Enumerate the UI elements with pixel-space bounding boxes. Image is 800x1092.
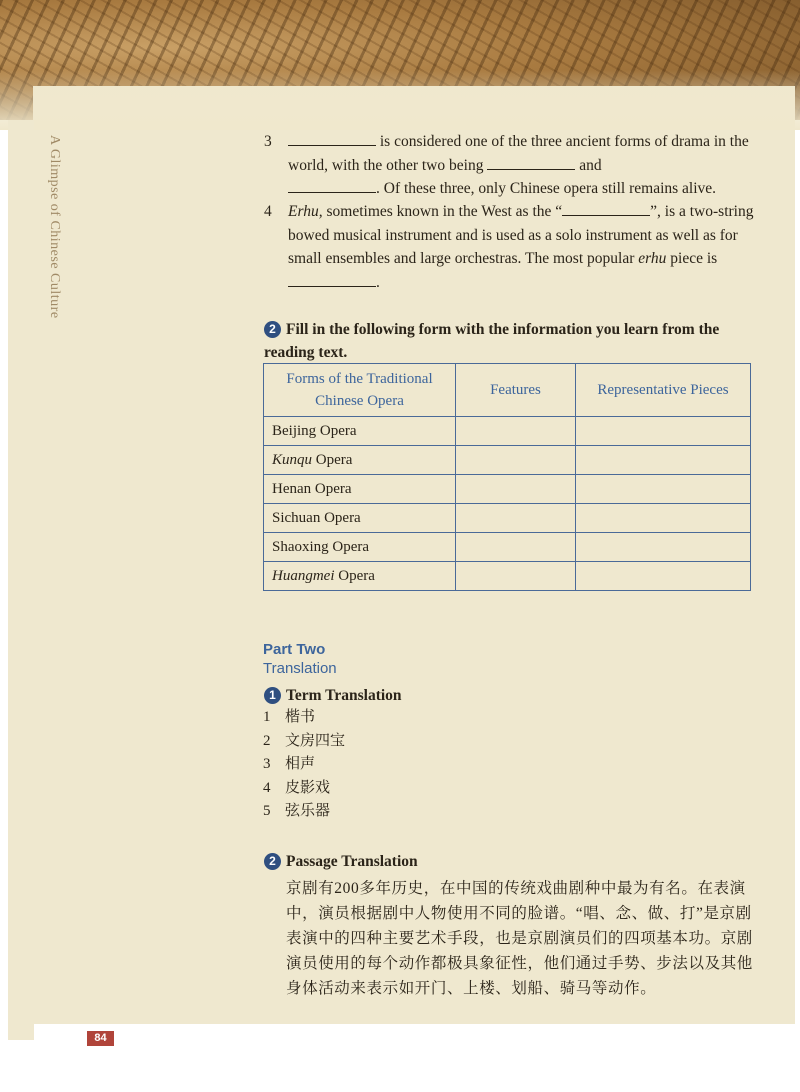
table-header: Representative Pieces	[576, 364, 751, 417]
features-cell[interactable]	[456, 562, 576, 591]
answer-blank[interactable]	[487, 157, 575, 170]
features-cell[interactable]	[456, 446, 576, 475]
question-text-part: ”, is a two-string bowed musical instrument and is used as a solo instrument as well as for small ensembles and large orchestras. The most popular	[288, 203, 754, 267]
opera-form-cell	[264, 475, 456, 504]
answer-blank[interactable]	[562, 203, 650, 216]
opera-name-italic: Huangmei	[272, 567, 335, 584]
section-heading: Passage Translation	[286, 853, 418, 870]
item-number: 2	[263, 732, 271, 749]
exercise-2-heading	[264, 318, 754, 364]
opera-form-cell	[264, 446, 456, 475]
table-header: Features	[456, 364, 576, 417]
exercise-marker: 2	[264, 321, 281, 338]
question-text-part: piece is	[670, 250, 718, 267]
question-number: 3	[264, 133, 272, 150]
item-number: 4	[263, 779, 271, 796]
term-list	[263, 706, 345, 824]
term-text: 楷书	[285, 709, 316, 725]
opera-form-cell	[264, 504, 456, 533]
passage-text: 京剧有200多年历史，在中国的传统戏曲剧种中最为有名。在表演中，演员根据剧中人物使用不同的脸谱。“唱、念、做、打”是京剧表演中的四种主要艺术手段，也是京剧演员们的四项基本功。京剧演员使用的每个动作都极具象征性，他们通过手势、步法以及其他身体活动来表示如开门、上楼、划船、骑马等动作。	[286, 880, 753, 997]
question-number: 4	[264, 203, 272, 220]
pieces-cell[interactable]	[576, 417, 751, 446]
answer-blank[interactable]	[288, 180, 376, 193]
pieces-cell[interactable]	[576, 446, 751, 475]
term-translation-heading	[264, 684, 402, 707]
features-cell[interactable]	[456, 417, 576, 446]
section-marker: 2	[264, 853, 281, 870]
opera-name: Sichuan Opera	[272, 509, 361, 526]
term-text: 文房四宝	[285, 732, 346, 749]
table-row	[264, 504, 751, 533]
features-cell[interactable]	[456, 475, 576, 504]
term-text: 相声	[285, 756, 316, 772]
pieces-cell[interactable]	[576, 533, 751, 562]
table-row	[264, 533, 751, 562]
opera-name: Beijing Opera	[272, 422, 357, 439]
question-text-part: is considered one of the three ancient forms of drama in the world, with the other two being	[288, 133, 749, 174]
features-cell[interactable]	[456, 533, 576, 562]
side-title: A Glimpse of Chinese Culture	[47, 135, 62, 319]
item-number: 1	[263, 709, 271, 725]
erhu-term: erhu	[638, 250, 667, 267]
opera-name: Opera	[312, 451, 353, 468]
table-row	[264, 475, 751, 504]
list-item	[263, 706, 345, 730]
question-text-part: and	[579, 156, 602, 174]
list-item	[263, 777, 345, 801]
opera-form-cell	[264, 533, 456, 562]
opera-name: Shaoxing Opera	[272, 538, 370, 555]
list-item	[263, 800, 345, 824]
features-cell[interactable]	[456, 504, 576, 533]
opera-form-cell	[264, 562, 456, 591]
part-title: Part Two	[263, 641, 326, 658]
question-text	[288, 200, 760, 294]
list-item	[263, 753, 345, 777]
answer-blank[interactable]	[288, 133, 376, 146]
pieces-cell[interactable]	[576, 504, 751, 533]
passage-translation-heading	[264, 850, 418, 873]
table-row	[264, 562, 751, 591]
opera-table	[263, 363, 751, 591]
opera-form-cell	[264, 417, 456, 446]
pieces-cell[interactable]	[576, 562, 751, 591]
exercise-instruction: Fill in the following form with the information you learn from the reading text.	[264, 321, 720, 361]
erhu-term: Erhu,	[288, 203, 323, 220]
part-two-heading	[263, 640, 337, 678]
question-text	[288, 130, 760, 201]
part-subtitle: Translation	[263, 660, 337, 677]
opera-name-italic: Kunqu	[272, 451, 313, 468]
opera-name: Henan Opera	[272, 480, 352, 497]
question-text-part: sometimes known in the West as the “	[326, 203, 563, 220]
page-number: 84	[87, 1031, 114, 1046]
term-text: 弦乐器	[285, 803, 331, 819]
table-header: Forms of the Traditional Chinese Opera	[264, 364, 456, 417]
section-marker: 1	[264, 687, 281, 704]
item-number: 3	[263, 756, 271, 772]
question-text-part: .	[376, 273, 380, 291]
answer-blank[interactable]	[288, 274, 376, 287]
question-text-part: . Of these three, only Chinese opera still remains alive.	[376, 180, 717, 197]
term-text: 皮影戏	[285, 779, 331, 796]
list-item	[263, 730, 345, 754]
opera-name: Opera	[334, 567, 375, 584]
table-row	[264, 446, 751, 475]
pieces-cell[interactable]	[576, 475, 751, 504]
item-number: 5	[263, 803, 271, 819]
table-row	[264, 417, 751, 446]
section-heading: Term Translation	[286, 687, 402, 704]
